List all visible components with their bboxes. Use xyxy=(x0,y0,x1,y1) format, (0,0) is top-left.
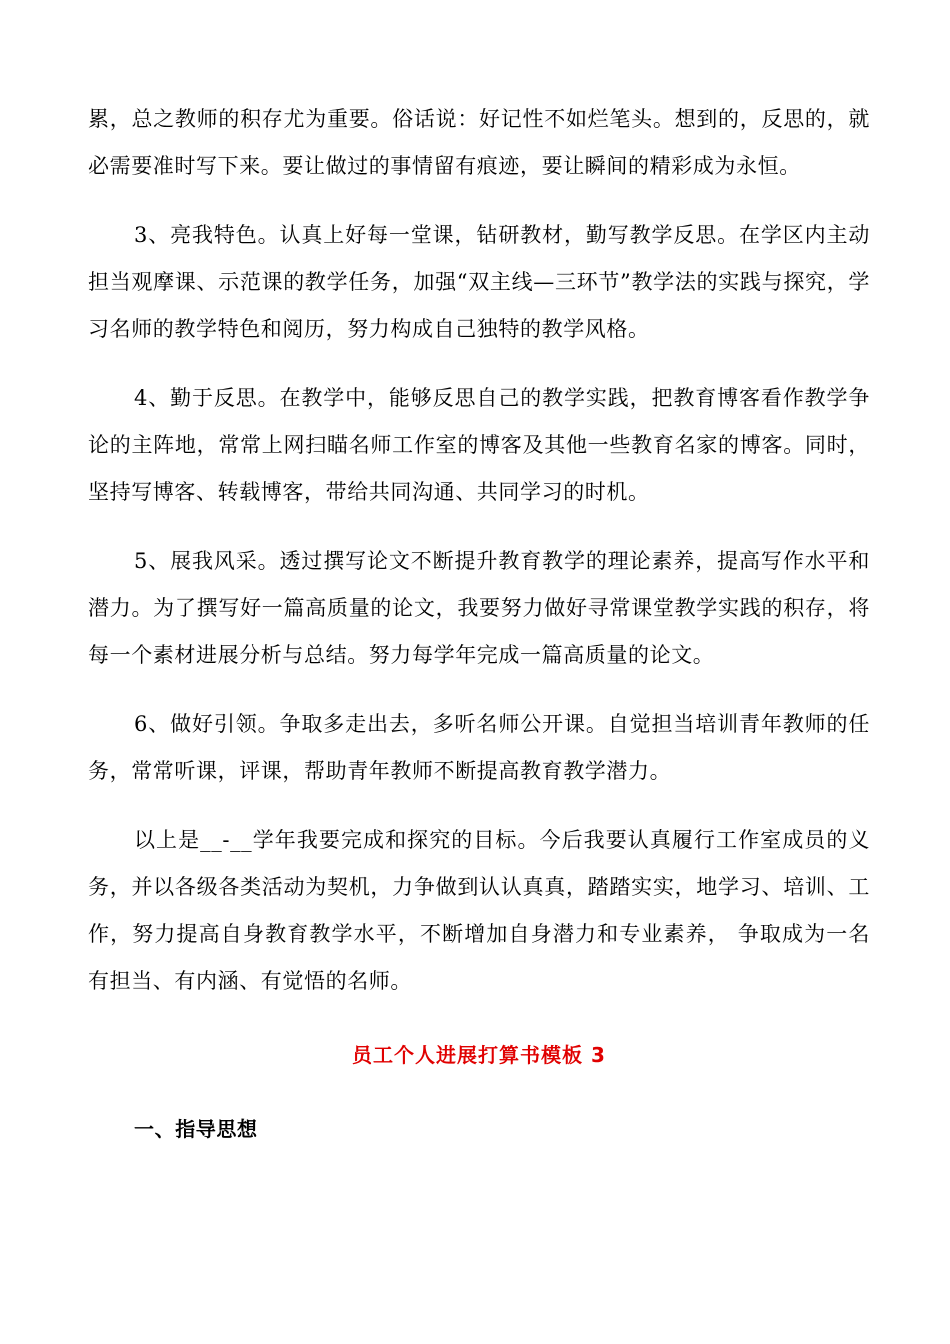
paragraph-item-5: 5、展我风采。透过撰写论文不断提升教育教学的理论素养，提高写作水平和潜力。为了撰写好一篇高质量的论文，我要努力做好寻常课堂教学实践的积存，将每一个素材进展分析与总结。努力每学年完成一篇高质量的论文。 xyxy=(88,549,870,667)
paragraph-item-6: 6、做好引领。争取多走出去，多听名师公开课。自觉担当培训青年教师的任务，常常听课，评课，帮助青年教师不断提高教育教学潜力。 xyxy=(88,712,870,783)
paragraph-item-3: 3、亮我特色。认真上好每一堂课，钻研教材，勤写教学反思。在学区内主动担当观摩课、示范课的教学任务，加强“双主线—三环节”教学法的实践与探究，学习名师的教学特色和阅历，努力构成自己独特的教学风格。 xyxy=(88,223,870,341)
subsection-title: 一、指导思想 xyxy=(134,1117,258,1141)
paragraph-summary: 以上是__-__学年我要完成和探究的目标。今后我要认真履行工作室成员的义务，并以各级各类活动为契机，力争做到认认真真，踏踏实实，地学习、培训、工作，努力提高自身教育教学水平，不断增加自身潜力和专业素养， 争取成为一名有担当、有内涵、有觉悟的名师。 xyxy=(88,828,870,993)
document-body xyxy=(88,96,870,1149)
paragraph-item-4: 4、勤于反思。在教学中，能够反思自己的教学实践，把教育博客看作教学争论的主阵地，常常上网扫瞄名师工作室的博客及其他一些教育名家的博客。同时，坚持写博客、转载博客，带给共同沟通、共同学习的时机。 xyxy=(88,386,870,504)
paragraph-continuation: 累，总之教师的积存尤为重要。俗话说：好记性不如烂笔头。想到的，反思的，就必需要准时写下来。要让做过的事情留有痕迹，要让瞬间的精彩成为永恒。 xyxy=(88,107,870,178)
section-title: 员工个人进展打算书模板 3 xyxy=(352,1043,606,1067)
